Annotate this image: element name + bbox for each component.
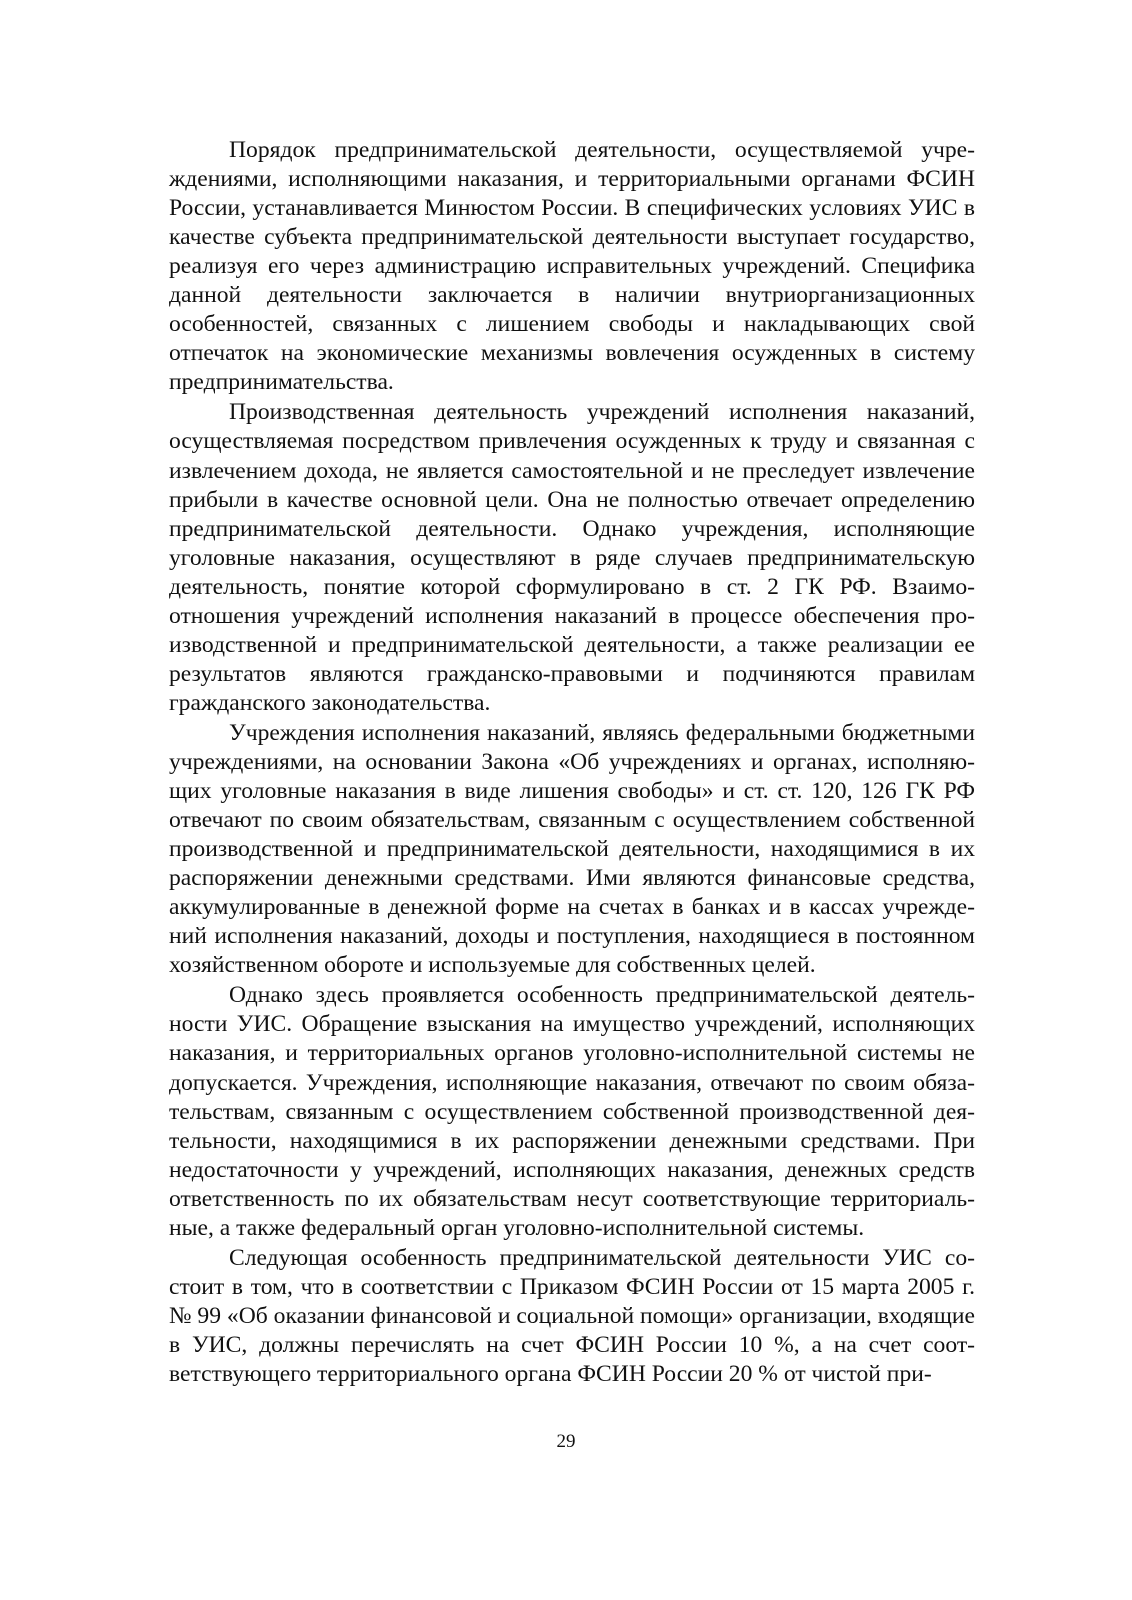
paragraph-5: Следующая особенность предпринимательской деятельности УИС состоит в том, что в соответствии с Приказом ФСИН России от 15 марта 2005 г. № 99 «Об оказании финансовой и социальной помощи» организации, входящие в УИС, должны перечислять на счет ФСИН России 10 %, а на счет соответствующего территориального органа ФСИН России 20 % от чистой при- [169,1244,975,1387]
page-number: 29 [556,1431,576,1452]
paragraph-3: Учреждения исполнения наказаний, являясь федеральными бюджетными учреждениями, на основании Закона «Об учреждениях и органах, исполняющих уголовные наказания в виде лишения свободы» и ст. ст. 120, 126 ГК РФ отвечают по своим обязательствам, связанным с осуществлением собственной производственной и предпринимательской деятельности, находящимися в их распоряжении денежными средствами. Ими являются финансовые средства, аккумулированные в денежной форме на счетах в банках и в кассах учреждений исполнения наказаний, доходы и поступления, находящиеся в постоянном хозяйственном обороте и используемые для собственных целей. [169,719,975,979]
body-text [169,136,975,1389]
paragraph-4: Однако здесь проявляется особенность предпринимательской деятельности УИС. Обращение взыскания на имущество учреждений, исполняющих наказания, и территориальных органов уголовно-исполнительной системы не допускается. Учреждения, исполняющие наказания, отвечают по своим обязательствам, связанным с осуществлением собственной производственной деятельности, находящимися в их распоряжении денежными средствами. При недостаточности у учреждений, исполняющих наказания, денежных средств ответственность по их обязательствам несут соответствующие территориальные, а также федеральный орган уголовно-исполнительной системы. [169,982,975,1241]
paragraph-2: Производственная деятельность учреждений исполнения наказаний, осуществляемая посредством привлечения осужденных к труду и связанная с извлечением дохода, не является самостоятельной и не преследует извлечение прибыли в качестве основной цели. Она не полностью отвечает определению предпринимательской деятельности. Однако учреждения, исполняющие уголовные наказания, осуществляют в ряде случаев предпринимательскую деятельность, понятие которой сформулировано в ст. 2 ГК РФ. Взаимоотношения учреждений исполнения наказаний в процессе обеспечения производственной и предпринимательской деятельности, а также реализации ее результатов являются гражданско-правовыми и подчиняются правилам гражданского законодательства. [169,399,975,716]
paragraph-1: Порядок предпринимательской деятельности, осуществляемой учреждениями, исполняющими наказания, и территориальными органами ФСИН России, устанавливается Минюстом России. В специфических условиях УИС в качестве субъекта предпринимательской деятельности выступает государство, реализуя его через администрацию исправительных учреждений. Специфика данной деятельности заключается в наличии внутриорганизационных особенностей, связанных с лишением свободы и накладывающих свой отпечаток на экономические механизмы вовлечения осужденных в систему предпринимательства. [169,137,975,396]
